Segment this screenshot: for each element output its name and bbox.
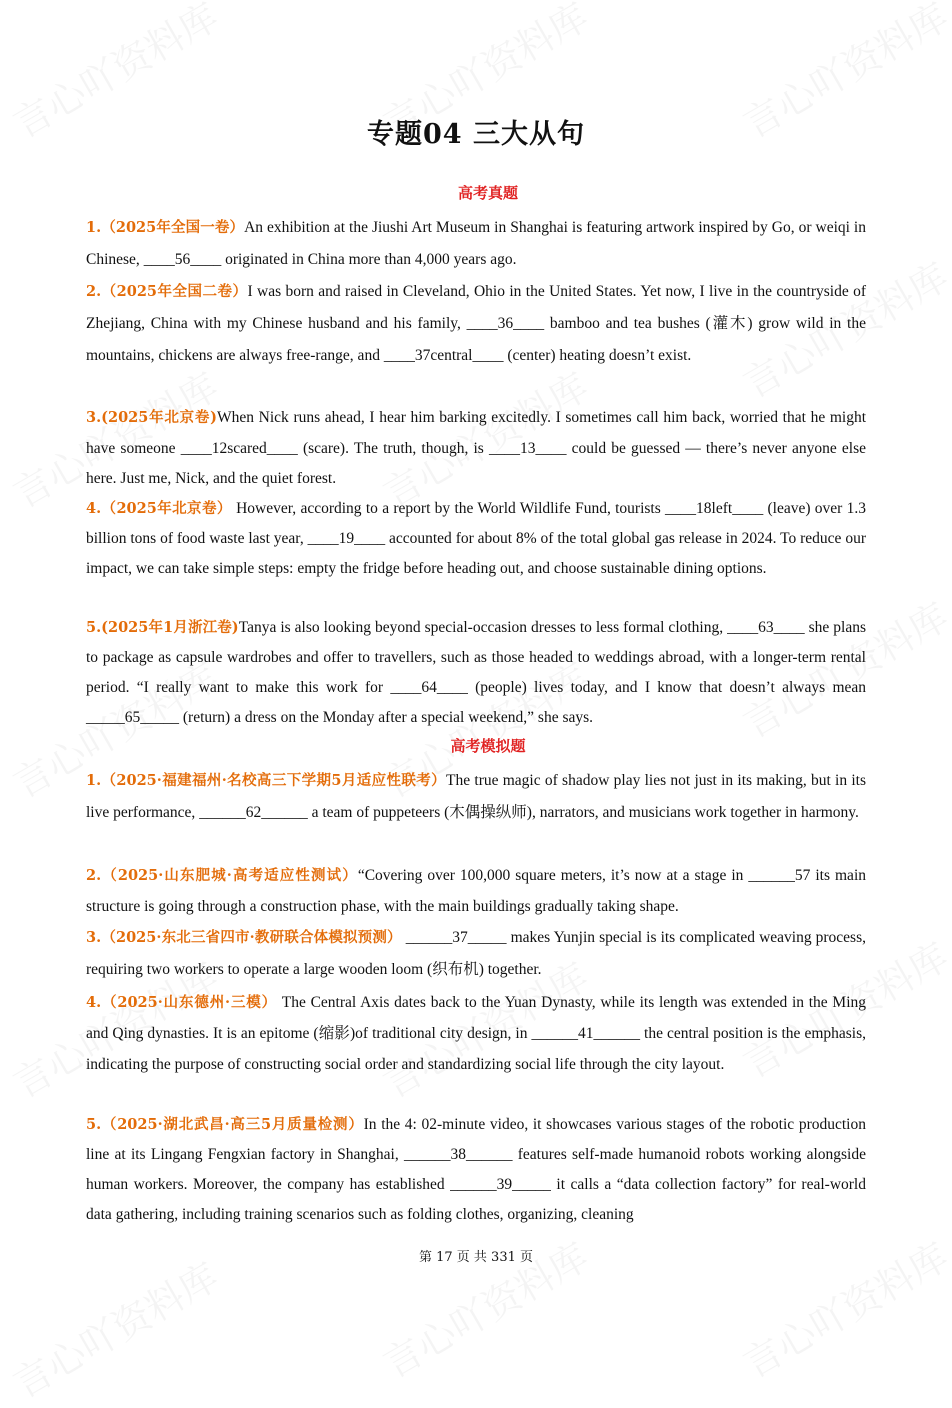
question-text: An exhibition at the Jiushi Art Museum in Shanghai is featuring artwork inspired by Go, or weiqi in Chinese, (86, 219, 866, 268)
question-source-label: 2.（2025·山东肥城·高考适应性测试） (86, 867, 358, 884)
answer-blank: ____64____ (390, 679, 468, 696)
answer-blank: ______39_____ (450, 1176, 551, 1193)
question-text: (return) a dress on the Monday after a special weekend,” she says. (179, 709, 594, 726)
question-text: (leave) over 1.3 billion tons of food waste last year, (86, 500, 867, 547)
question-text: Tanya is also looking beyond special-occasion dresses to less formal clothing, (238, 619, 728, 636)
page-footer: 第 17 页 共 331 页 (418, 1250, 534, 1265)
section-heading: 高考模拟题 (450, 737, 526, 755)
section-heading: 高考真题 (457, 184, 518, 202)
page-title: 专题04 三大从句 (367, 119, 585, 150)
answer-blank: ______38______ (403, 1146, 513, 1163)
question-source-label: 4.（2025年北京卷） (86, 500, 232, 517)
answer-blank: ____19____ (307, 530, 386, 547)
question-paragraph (86, 987, 866, 1080)
question-paragraph (86, 1110, 866, 1230)
question-source-label: 4.（2025·山东德州·三模） (86, 994, 278, 1011)
answer-blank: ____13____ (489, 439, 567, 457)
answer-blank: ____37central____ (383, 347, 504, 364)
question-source-label: 5.(2025年1月浙江卷) (86, 619, 239, 636)
answer-blank: _____65_____ (86, 709, 179, 726)
question-text: The Central Axis dates back to the Yuan Dynasty, while its length was extended in the Ming and Qing dynasties. It is an epitome (缩影)of traditional city design, in (86, 994, 866, 1042)
question-text: In the 4: 02-minute video, it showcases various stages of the robotic production line at its Lingang Fengxian factory in Shanghai, (86, 1116, 866, 1163)
question-source-label: 1.（2025年全国一卷） (86, 219, 245, 236)
question-paragraph (86, 276, 866, 372)
question-text: it calls a “data collection factory” for real-world data gathering, including training scenarios such as folding clothes, organizing, cleaning (86, 1176, 866, 1223)
question-paragraph (86, 860, 866, 922)
question-text: (people) lives today, and I know that doesn’t always mean (467, 679, 867, 696)
question-text: accounted for about 8% of the total global gas release in 2024. To reduce our impact, we can take simple steps: empty the fridge before heading out, and choose sustainable dining options. (86, 530, 866, 577)
question-paragraph (86, 765, 866, 829)
question-text: she plans to package as capsule wardrobes and offer to travellers, such as those headed to weddings abroad, with a longer-term rental period. “I really want to make this work for (86, 619, 866, 696)
answer-blank: ____63____ (727, 619, 805, 636)
question-text: The true magic of shadow play lies not just in its making, but in its live performance, (86, 772, 866, 821)
question-paragraph (86, 212, 866, 276)
watermark-text (2, 1247, 227, 1408)
answer-blank: ____56____ (143, 251, 222, 268)
question-text: (center) heating doesn’t exist. (503, 347, 692, 364)
question-source-label: 3.（2025·东北三省四市·教研联合体模拟预测） (86, 929, 402, 946)
question-text: could be guessed — there’s never anyone else here. Just me, Nick, and the quiet forest. (86, 439, 866, 487)
question-paragraph (86, 403, 866, 495)
question-text: “Covering over 100,000 square meters, it’s now at a stage in (357, 867, 749, 884)
question-text: However, according to a report by the World Wildlife Fund, tourists (231, 500, 666, 517)
answer-blank: ____18left____ (665, 500, 764, 517)
answer-blank: ______41______ (531, 1025, 641, 1042)
question-text: (scare). The truth, though, is (297, 439, 489, 457)
question-text: When Nick runs ahead, I hear him barking excitedly. I sometimes call him back, worried that he might have someone (86, 409, 867, 457)
question-text: I was born and raised in Cleveland, Ohio in the United States. Yet now, I live in the countryside of Zhejiang, China with my Chinese husband and his family, (86, 283, 866, 332)
question-source-label: 2.（2025年全国二卷） (86, 283, 248, 300)
answer-blank: ______62______ (199, 804, 308, 821)
question-text: features self-made humanoid robots working alongside human workers. Moreover, the company has established (86, 1146, 866, 1193)
question-text: makes Yunjin special is its complicated weaving process, requiring two workers to operate a large wooden loom (织布机) together. (86, 929, 866, 978)
answer-blank: ____36____ (466, 315, 545, 332)
question-source-label: 1.（2025·福建福州·名校高三下学期5月适应性联考） (86, 772, 447, 789)
question-text: originated in China more than 4,000 years ago. (221, 251, 517, 268)
question-text: the central position is the emphasis, indicating the purpose of constructing social order and standardizing social life through the city layout. (86, 1025, 866, 1073)
question-source-label: 3.(2025年北京卷) (86, 409, 218, 426)
answer-blank: ______57 (748, 867, 811, 884)
question-paragraph (86, 922, 866, 986)
question-text: its main structure is going through a construction phase, with the main buildings gradually taking shape. (86, 867, 866, 915)
question-text: bamboo and tea bushes (灌木) grow wild in the mountains, chickens are always free-range, and (86, 315, 866, 364)
answer-blank: ____12scared____ (180, 439, 298, 457)
answer-blank: ______37_____ (405, 929, 507, 946)
question-paragraph (86, 494, 866, 584)
question-text: a team of puppeteers (木偶操纵师), narrators, and musicians work together in harmony. (307, 804, 859, 821)
question-paragraph (86, 613, 866, 733)
question-source-label: 5.（2025·湖北武昌·高三5月质量检测） (86, 1116, 364, 1133)
